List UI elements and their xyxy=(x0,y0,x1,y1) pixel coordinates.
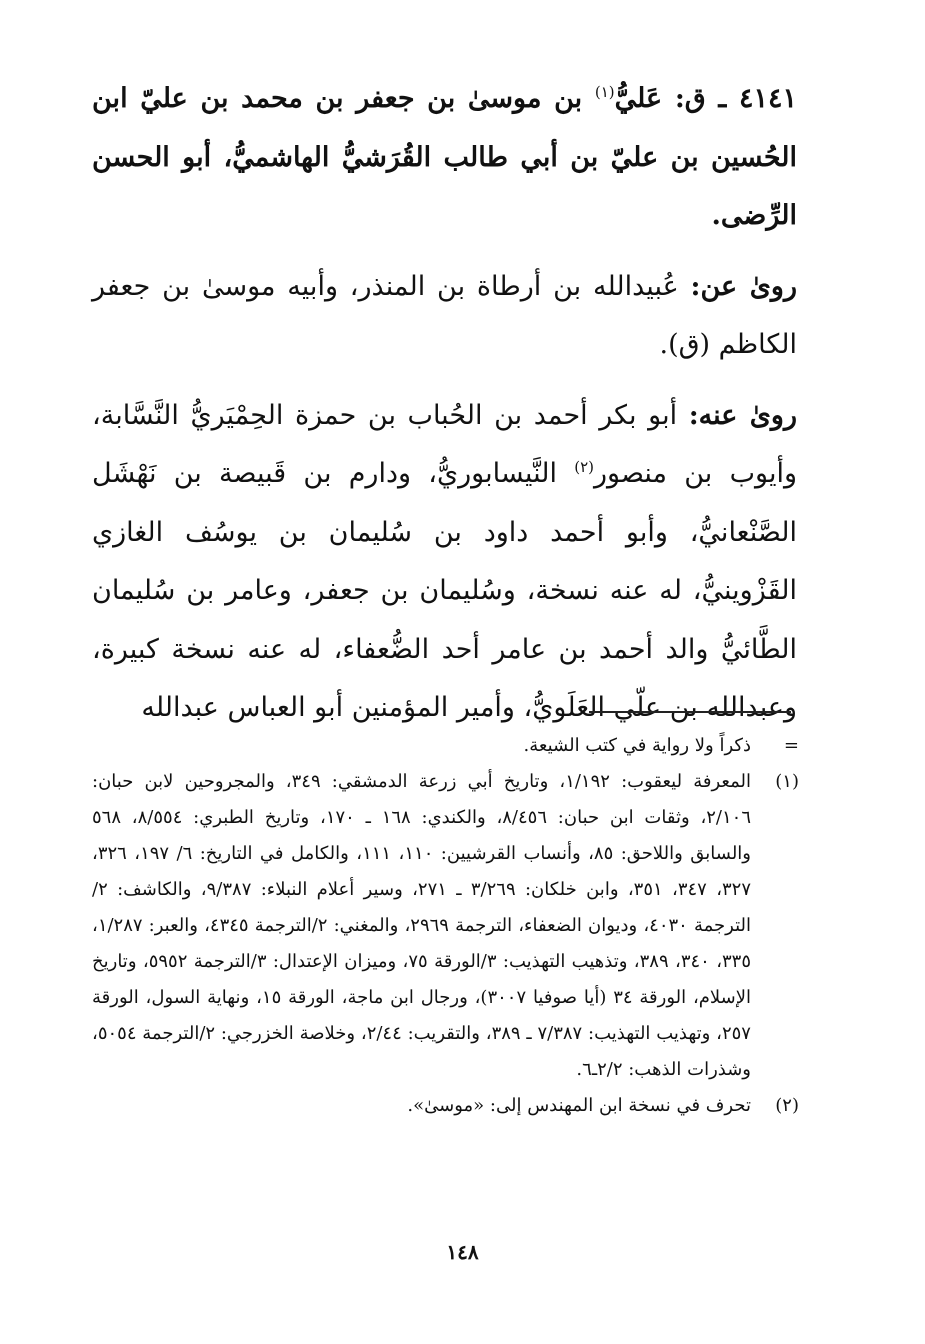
footnote-marker: (٢) xyxy=(775,1095,799,1116)
footnote-divider xyxy=(589,711,791,713)
footnote-2 xyxy=(92,1088,799,1124)
footnote-marker: = xyxy=(783,735,799,756)
footnote-text: المعرفة ليعقوب: ١/١٩٢، وتاريخ أبي زرعة الدمشقي: ٣٤٩، والمجروحين لابن حبان: ٢/١٠٦، وثقات ابن حبان: ٨/٤٥٦، والكندي: ١٦٨ ـ ١٧٠، وتاريخ الطبري: ٨/٥٥٤، ٥٦٨ والسابق واللاحق: ٨٥، وأنساب القرشيين: ١١٠، ١١١، والكامل في التاريخ: ٦/ ١٩٧، ٣٢٦، ٣٢٧، ٣٤٧، ٣٥١، وابن خلكان: ٣/٢٦٩ ـ ٢٧١، وسير أعلام النبلاء: ٩/٣٨٧، والكاشف: ٢/الترجمة ٤٠٣٠، وديوان الضعفاء، الترجمة ٢٩٦٩، والمغني: ٢/الترجمة ٤٣٤٥، والعبر: ١/٢٨٧، ٣٣٥، ٣٤٠، ٣٨٩، وتذهيب التهذيب: ٣/الورقة ٧٥، وميزان الإعتدال: ٣/الترجمة ٥٩٥٢، وتاريخ الإسلام، الورقة ٣٤ (أيا صوفيا ٣٠٠٧)، ورجال ابن ماجة، الورقة ١٥، ونهاية السول، الورقة ٢٥٧، وتهذيب التهذيب: ٧/٣٨٧ ـ ٣٨٩، والتقريب: ٢/٤٤، وخلاصة الخزرجي: ٢/الترجمة ٥٠٥٤، وشذرات الذهب: ٢/٢ـ٦. xyxy=(92,771,752,1080)
footnotes xyxy=(92,728,799,1124)
footnote-marker: (١) xyxy=(775,771,799,792)
narrated-from-paragraph xyxy=(92,258,797,375)
narrated-from-label: روىٰ عن: xyxy=(690,270,798,302)
footnote-text: ذكراً ولا رواية في كتب الشيعة. xyxy=(523,735,751,756)
entry-heading: ٤١٤١ ـ ق: عَليُّ xyxy=(614,83,797,114)
footnote-continuation xyxy=(92,728,799,764)
page-number: ١٤٨ xyxy=(446,1240,479,1264)
narrated-by-text-continued: النَّيسابوريُّ، ودارم بن قَبيصة بن نَهْشَل الصَّنْعانيُّ، وأبو أحمد داود بن سُليمان بن يوسُف الغازي القَزْوينيُّ، له عنه نسخة، وسُليمان بن جعفر، وعامر بن سُليمان الطَّائيُّ والد أحمد بن عامر أحد الضُّعفاء، له عنه نسخة كبيرة، وعبدالله بن علّي العَلَويُّ، وأمير المؤمنين أبو العباس عبدالله xyxy=(92,458,797,723)
biography-entry xyxy=(92,70,797,738)
entry-lineage: بن موسىٰ بن جعفر بن محمد بن عليّ ابن الحُسين بن عليّ بن أبي طالب القُرَشيُّ الهاشميُّ، أبو الحسن الرِّضى. xyxy=(92,83,797,231)
narrated-by-text: أبو بكر أحمد بن الحُباب بن حمزة الحِمْيَريُّ النَّسَّابة، وأيوب بن منصور xyxy=(92,399,797,489)
footnote-1 xyxy=(92,764,799,1088)
footnote-ref-1: (١) xyxy=(594,83,615,101)
narrated-from-text: عُبيدالله بن أرطاة بن المنذر، وأبيه موسىٰ بن جعفر الكاظم (ق). xyxy=(92,270,797,360)
footnote-ref-2: (٢) xyxy=(574,458,594,476)
entry-heading-paragraph xyxy=(92,70,797,246)
narrated-by-paragraph xyxy=(92,387,797,738)
narrated-by-label: روىٰ عنه: xyxy=(688,399,797,431)
footnote-text: تحرف في نسخة ابن المهندس إلى: «موسىٰ». xyxy=(407,1095,751,1116)
